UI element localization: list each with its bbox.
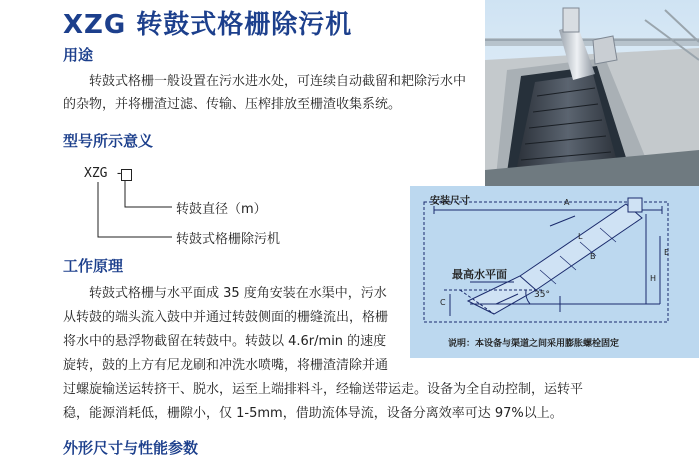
dim-label-a: A (564, 198, 570, 207)
model-code: XZG - (84, 166, 124, 181)
installation-diagram (410, 186, 699, 358)
label-drum-diameter: 转鼓直径（m） (176, 202, 267, 217)
dim-label-h: H (650, 274, 657, 283)
heading-specs: 外形尺寸与性能参数 (63, 439, 199, 457)
diagram-note: 说明：本设备与渠道之间采用膨胀螺栓固定 (448, 339, 620, 349)
angle-label: 35° (534, 290, 550, 300)
usage-line-2: 的杂物，并将栅渣过滤、传输、压榨排放至栅渣收集系统。 (63, 97, 402, 112)
principle-line-1: 转鼓式格栅与水平面成 35 度角安装在水渠中，污水 (89, 286, 387, 301)
heading-model: 型号所示意义 (63, 132, 154, 150)
label-machine-name: 转鼓式格栅除污机 (176, 232, 281, 247)
equipment-photo (485, 0, 699, 186)
principle-line-3: 将水中的悬浮物截留在转鼓中。转鼓以 4.6r/min 的速度 (63, 334, 387, 349)
principle-line-5: 过螺旋输送运转挤干、脱水，运至上端排料斗，经输送带运走。设备为全自动控制，运转平 (63, 382, 584, 397)
principle-line-6: 稳，能源消耗低，栅隙小，仅 1-5mm，借助流体导流，设备分离效率可达 97%以上。 (63, 406, 563, 421)
principle-line-4: 旋转，鼓的上方有尼龙刷和冲洗水喷嘴，将栅渣清除并通 (63, 358, 389, 373)
diagram-heading: 安装尺寸 (430, 196, 470, 207)
usage-line-1: 转鼓式格栅一般设置在污水进水处，可连续自动截留和耙除污水中 (89, 74, 467, 89)
dim-label-b: B (590, 252, 596, 261)
page-title: XZG 转鼓式格栅除污机 (63, 10, 353, 40)
water-level-label: 最高水平面 (452, 268, 507, 281)
dim-label-e: E (664, 248, 670, 257)
dim-label-l: L (578, 232, 583, 241)
principle-line-2: 从转鼓的端头流入鼓中并通过转鼓侧面的栅缝流出，格栅 (63, 310, 389, 325)
heading-principle: 工作原理 (63, 257, 124, 275)
dim-label-c: C (440, 298, 446, 307)
heading-usage: 用途 (63, 46, 94, 64)
placeholder-box (121, 169, 132, 181)
